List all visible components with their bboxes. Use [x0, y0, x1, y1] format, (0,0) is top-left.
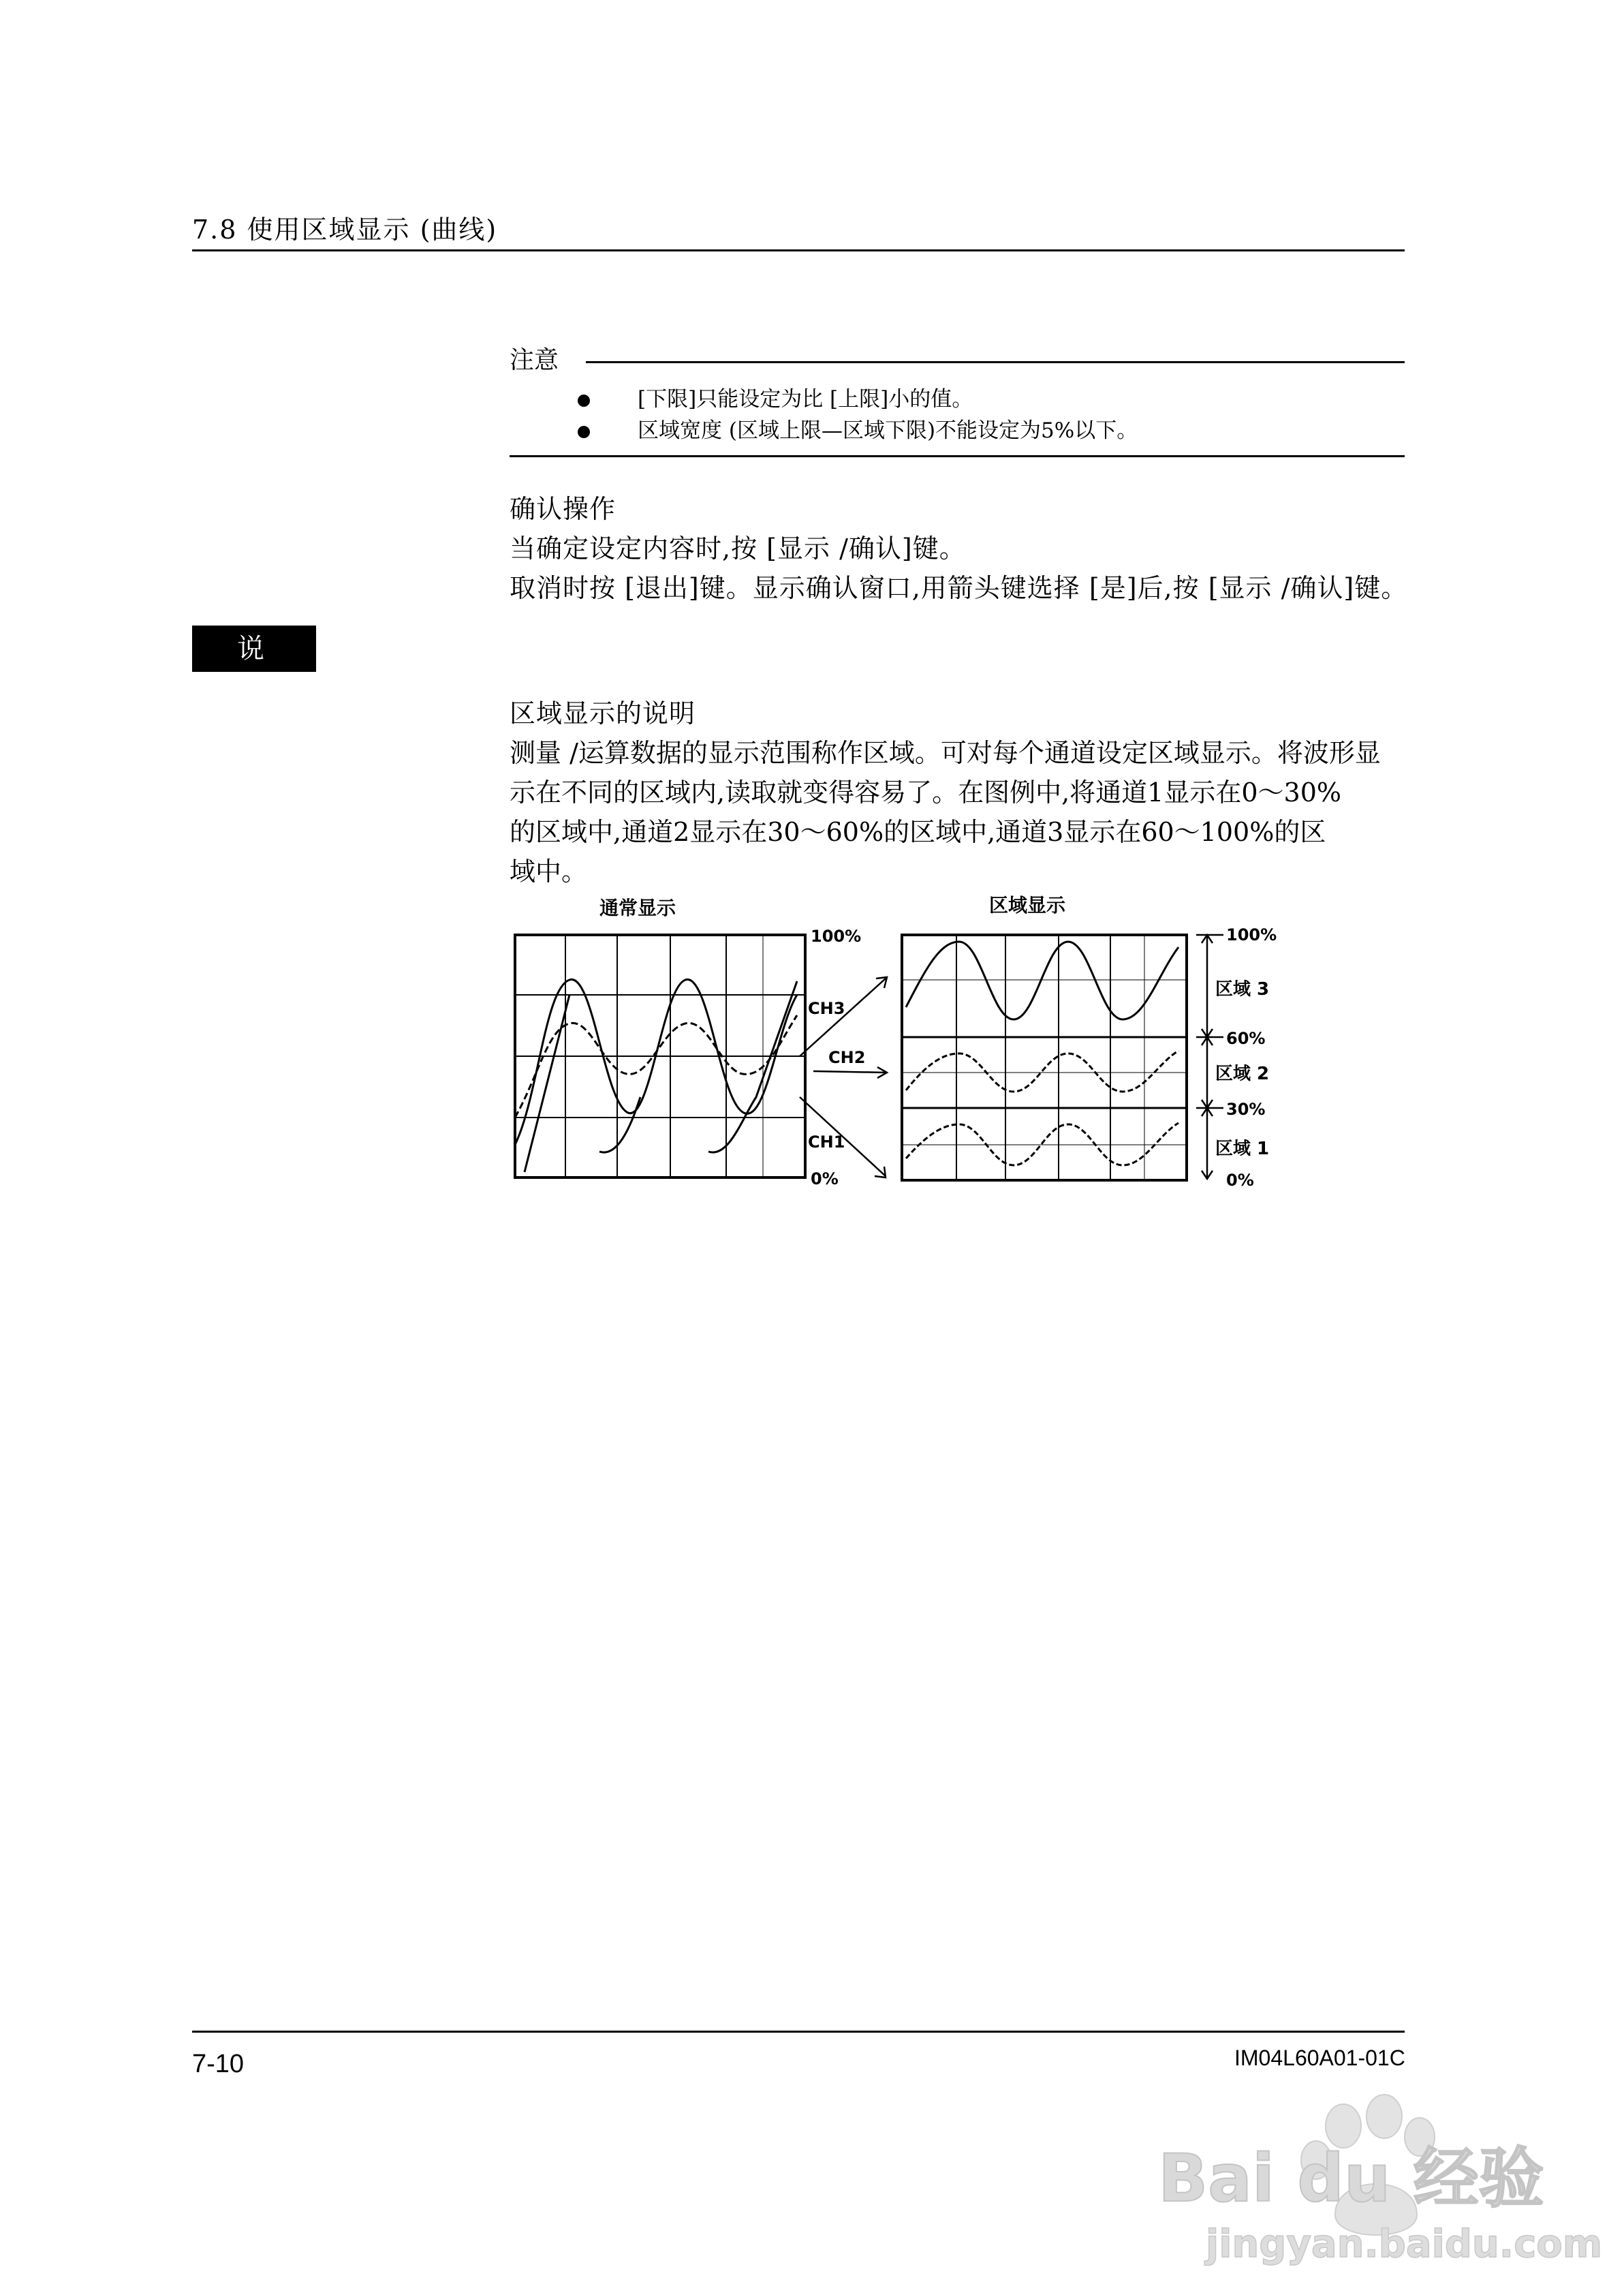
body-line: 域中。	[510, 857, 588, 887]
note-rule-top	[586, 361, 1405, 363]
normal-display-title: 通常显示	[599, 897, 676, 919]
watermark-brand: Bai du 经验	[1158, 2140, 1544, 2217]
note-item-text: [下限]只能设定为比 [上限]小的值。	[638, 387, 973, 412]
confirm-line: 取消时按 [退出]键。显示确认窗口,用箭头键选择 [是]后,按 [显示 /确认]键。	[510, 573, 1408, 603]
zone-display-waves	[906, 942, 1178, 1165]
left-bottom-label: 0%	[811, 1169, 839, 1188]
zone-display-title: 区域显示	[989, 894, 1066, 917]
confirm-line: 当确定设定内容时,按 [显示 /确认]键。	[510, 534, 966, 564]
footer-rule	[192, 2031, 1405, 2033]
zone-scale-0: 0%	[1226, 1171, 1254, 1190]
confirm-heading: 确认操作	[510, 494, 616, 524]
zone-scale-100: 100%	[1226, 925, 1277, 944]
zone-label-1: 区域 1	[1215, 1139, 1270, 1159]
body-line: 测量 /运算数据的显示范围称作区域。可对每个通道设定区域显示。将波形显	[510, 738, 1381, 768]
zone-scale-30: 30%	[1226, 1100, 1266, 1119]
left-top-label: 100%	[811, 927, 862, 946]
zone-display-diagram	[504, 893, 1308, 1206]
bullet-icon	[578, 426, 590, 438]
channel-label-ch2: CH2	[828, 1048, 866, 1067]
note-rule-bottom	[510, 455, 1405, 457]
zone-scale-60: 60%	[1226, 1029, 1266, 1048]
note-item-text: 区域宽度 (区域上限—区域下限)不能设定为5%以下。	[638, 418, 1138, 443]
area-display-heading: 区域显示的说明	[510, 698, 696, 728]
channel-label-ch3: CH3	[808, 999, 845, 1018]
channel-label-ch1: CH1	[808, 1133, 845, 1152]
section-title: 7.8 使用区域显示 (曲线)	[192, 215, 498, 245]
body-line: 的区域中,通道2显示在30～60%的区域中,通道3显示在60～100%的区	[510, 817, 1326, 847]
document-number: IM04L60A01-01C	[1234, 2046, 1405, 2070]
explanation-badge: 说 明	[192, 626, 316, 672]
body-line: 示在不同的区域内,读取就变得容易了。在图例中,将通道1显示在0～30%	[510, 777, 1341, 807]
note-item	[578, 382, 973, 412]
page-number: 7-10	[192, 2050, 245, 2078]
zone-label-3: 区域 3	[1215, 979, 1270, 1000]
note-item	[578, 413, 1138, 444]
note-label: 注意	[510, 346, 559, 374]
watermark-url: jingyan.baidu.com	[1206, 2222, 1603, 2266]
normal-display-grid	[515, 935, 805, 1177]
baidu-watermark	[1131, 2071, 1608, 2276]
normal-display-waves	[515, 979, 797, 1172]
bullet-icon	[578, 395, 590, 407]
zone-label-2: 区域 2	[1215, 1064, 1270, 1084]
header-rule	[192, 249, 1405, 251]
